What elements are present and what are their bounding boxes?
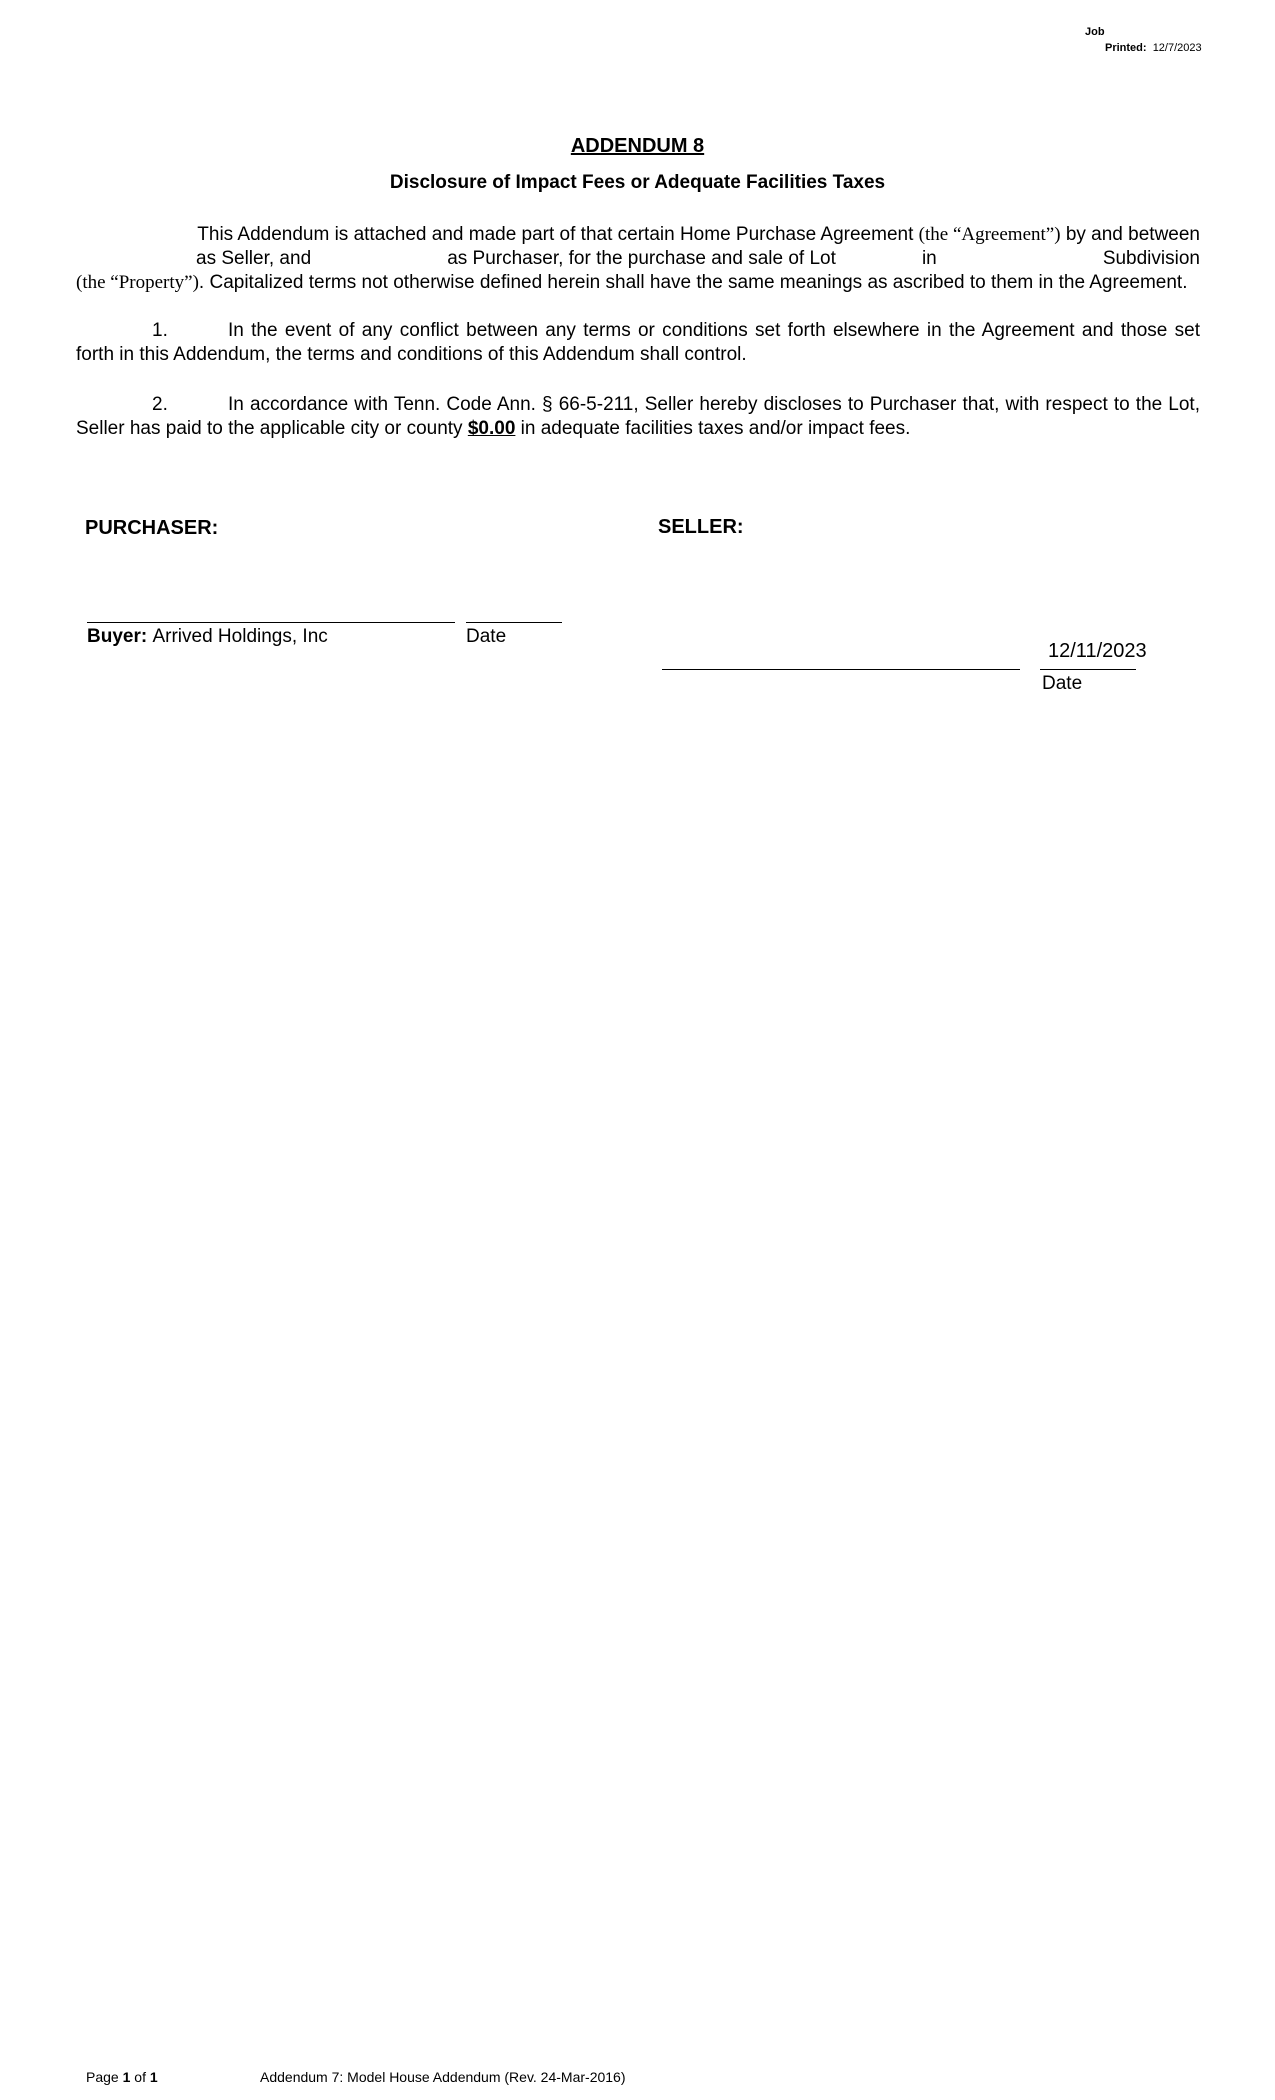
- job-label: Job: [1085, 26, 1105, 38]
- intro-line-3: (the “Property”). Capitalized terms not otherwise defined herein shall have the same meanings as ascribed to them in the Agreement.: [76, 272, 1188, 293]
- intro-paragraph: [76, 223, 1200, 295]
- seller-date-label: Date: [1042, 673, 1083, 694]
- property-term: (the “Property”): [76, 272, 199, 293]
- in-text: in: [921, 248, 937, 269]
- intro-line-1: This Addendum is attached and made part of that certain Home Purchase Agreement (the “Agreement”) by and between: [197, 224, 1200, 245]
- printed-date: 12/7/2023: [1152, 42, 1202, 54]
- printed-label: Printed:: [1105, 42, 1147, 54]
- purchaser-heading: PURCHASER:: [85, 517, 219, 539]
- agreement-term: (the “Agreement”): [918, 224, 1061, 245]
- seller-date-value: 12/11/2023: [1048, 640, 1147, 662]
- seller-signature-mark: [664, 671, 884, 677]
- clause-1: [76, 319, 1200, 367]
- page-number: Page 1 of 1: [86, 2069, 158, 2085]
- impact-fee-amount: $0.00: [467, 418, 516, 439]
- clause-2-number: 2.: [152, 394, 168, 415]
- document-title: ADDENDUM 8: [570, 135, 705, 157]
- clause-1-number: 1.: [152, 320, 168, 341]
- seller-text: as Seller, and: [196, 248, 312, 269]
- form-name: Addendum 7: Model House Addendum (Rev. 24-Mar-2016): [260, 2069, 626, 2085]
- buyer-name: Arrived Holdings, Inc: [152, 626, 328, 647]
- seller-date-line[interactable]: [1040, 669, 1136, 670]
- seller-heading: SELLER:: [658, 516, 744, 538]
- subdivision-text: Subdivision: [1102, 248, 1200, 269]
- buyer-date-label: Date: [466, 626, 507, 647]
- buyer-signature-caption: [87, 626, 328, 648]
- buyer-date-line[interactable]: [466, 622, 562, 623]
- printed-info: [1105, 42, 1202, 54]
- clause-1-text: In the event of any conflict between any terms or conditions set forth elsewhere in the Agreement and those set forth in this Addendum, the terms and conditions of this Addendum shall control.: [76, 320, 1200, 365]
- document-subtitle: Disclosure of Impact Fees or Adequate Facilities Taxes: [389, 172, 886, 193]
- buyer-label: Buyer:: [87, 626, 148, 647]
- clause-2: 2. In accordance with Tenn. Code Ann. § 66-5-211, Seller hereby discloses to Purchaser that, with respect to the Lot, Seller has paid to the applicable city or county $0.00 in adequate facilities taxes and/or impact fees.: [76, 394, 1200, 439]
- purchaser-text: as Purchaser, for the purchase and sale of Lot: [447, 248, 836, 269]
- buyer-signature-line[interactable]: [87, 622, 455, 623]
- intro-line-2: [76, 247, 1200, 271]
- seller-signature-line[interactable]: [662, 669, 1020, 670]
